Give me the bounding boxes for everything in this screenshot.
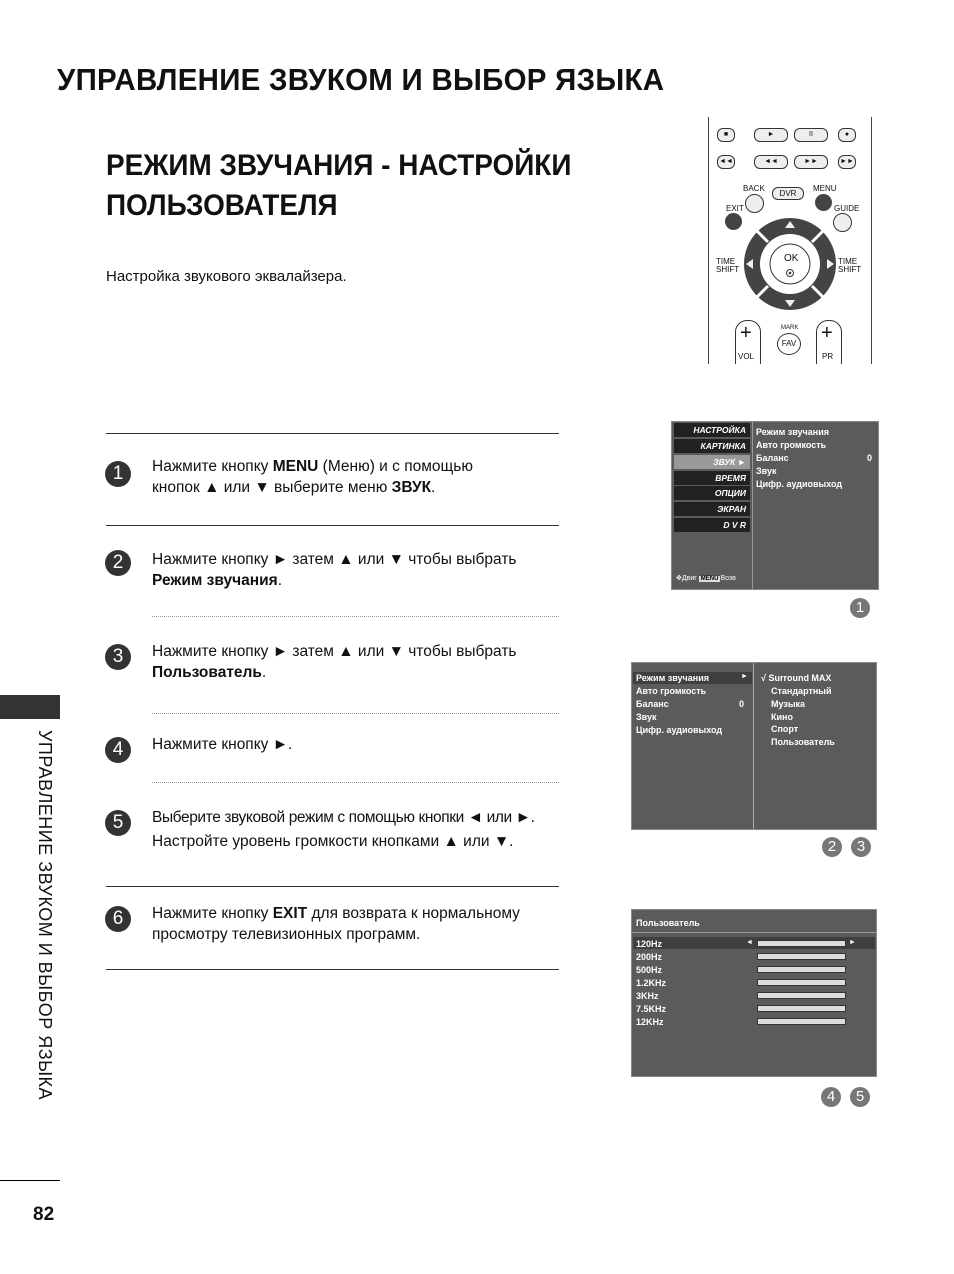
time-label-right: TIME: [838, 257, 858, 266]
osd-footer-back: Возв: [720, 575, 736, 582]
osd-item: Баланс: [756, 453, 789, 463]
side-chapter-label: УПРАВЛЕНИЕ ЗВУКОМ И ВЫБОР ЯЗЫКА: [35, 730, 55, 1101]
vol-plus-icon: +: [740, 322, 752, 344]
osd-menu-item: D V R: [674, 518, 750, 532]
osd-separator: [753, 663, 754, 829]
page-divider: [0, 1180, 60, 1181]
user-mode-name: Пользователь: [152, 664, 262, 681]
time-shift-right-label: [838, 258, 861, 274]
intro-text: Настройка звукового эквалайзера.: [106, 268, 347, 285]
guide-label: GUIDE: [834, 204, 860, 213]
osd-menu-column: [672, 422, 753, 589]
step-1-part: .: [431, 479, 436, 496]
step-6-part: для возврата к нормальному: [307, 905, 520, 922]
dotted-divider: [152, 713, 559, 714]
osd-menu-item: ВРЕМЯ: [674, 471, 750, 485]
osd-arrow-left-icon: ◄: [746, 939, 753, 946]
osd-item: Авто громкость: [636, 686, 707, 696]
page-number: 82: [33, 1204, 55, 1225]
osd-item: Баланс: [636, 699, 669, 709]
osd-eq-title: Пользователь: [636, 918, 700, 928]
step-4-text: Нажмите кнопку ►.: [152, 736, 293, 753]
shift-label-right: SHIFT: [838, 265, 862, 274]
step-number-2: 2: [105, 550, 131, 576]
osd-eq-slider: [757, 992, 846, 999]
dotted-divider: [152, 782, 559, 783]
back-label: BACK: [743, 184, 765, 193]
menu-key: MENU: [272, 458, 319, 475]
step-6-part: просмотру телевизионных программ.: [152, 926, 421, 943]
osd-sound-mode: [631, 662, 877, 830]
section-title-line1: РЕЖИМ ЗВУЧАНИЯ - НАСТРОЙКИ: [106, 149, 572, 182]
fav-button: FAV: [777, 333, 801, 355]
pause-button: II: [794, 128, 828, 142]
osd-menu-item: НАСТРОЙКА: [674, 423, 750, 437]
osd-option: Кино: [771, 712, 793, 722]
play-button: ►: [754, 128, 788, 142]
move-icon: ✥: [676, 575, 682, 582]
osd-eq-slider: [757, 966, 846, 973]
osd-arrow-right-icon: ►: [741, 673, 748, 680]
section-title: [106, 146, 571, 226]
screen-badge-5: 5: [850, 1087, 870, 1107]
skip-forward-button: ►►: [838, 155, 856, 169]
osd-item-selected: Режим звучания: [636, 673, 709, 683]
sound-mode-name: Режим звучания: [152, 572, 278, 589]
osd-option: Пользователь: [771, 737, 835, 747]
osd-menu-item: ЭКРАН: [674, 502, 750, 516]
osd-separator: [632, 932, 876, 933]
ok-label: OK: [784, 253, 799, 264]
record-button: ●: [838, 128, 856, 142]
step-number-6: 6: [105, 906, 131, 932]
screen-badge-2: 2: [822, 837, 842, 857]
osd-eq-band: 120Hz: [636, 939, 663, 949]
osd-arrow-right-icon: ►: [849, 939, 856, 946]
osd-eq-slider: [757, 979, 846, 986]
osd-balance-value: 0: [867, 453, 873, 463]
step-number-1: 1: [105, 461, 131, 487]
osd-menu-item: ОПЦИИ: [674, 486, 750, 500]
osd-eq-band: 12KHz: [636, 1017, 664, 1027]
time-shift-left-label: [716, 258, 739, 274]
step-3-part: Нажмите кнопку ► затем ▲ или ▼ чтобы выбрать: [152, 643, 517, 660]
screen-badge-4: 4: [821, 1087, 841, 1107]
step-6-part: Нажмите кнопку: [152, 905, 273, 922]
step-1-text: [152, 456, 572, 498]
exit-label: EXIT: [726, 204, 744, 213]
step-1-part: кнопок ▲ или ▼ выберите меню: [152, 479, 392, 496]
osd-eq-slider: [757, 940, 846, 947]
side-tab-marker: [0, 695, 60, 719]
osd-item: Авто громкость: [756, 440, 827, 450]
screen-badge-1: 1: [850, 598, 870, 618]
step-1-part: Нажмите кнопку: [152, 458, 273, 475]
osd-eq-band: 3KHz: [636, 991, 659, 1001]
osd-menu-item-selected: ЗВУК ►: [674, 455, 750, 469]
exit-key: EXIT: [272, 905, 308, 922]
dvr-button: DVR: [772, 187, 804, 200]
osd-item: Звук: [636, 712, 657, 722]
osd-option: Спорт: [771, 724, 799, 734]
osd-footer: [676, 574, 736, 582]
rewind-button: ◄◄: [754, 155, 788, 169]
fast-forward-button: ►►: [794, 155, 828, 169]
step-divider: [106, 886, 559, 887]
osd-eq-slider: [757, 1005, 846, 1012]
page-title: УПРАВЛЕНИЕ ЗВУКОМ И ВЫБОР ЯЗЫКА: [57, 62, 665, 97]
osd-item: Цифр. аудиовыход: [756, 479, 843, 489]
navigation-ring-icon: [738, 215, 842, 313]
step-2-text: [152, 549, 572, 591]
step-number-4: 4: [105, 737, 131, 763]
step-2-part: Нажмите кнопку ► затем ▲ или ▼ чтобы выбрать: [152, 551, 517, 568]
sound-menu-name: ЗВУК: [391, 479, 432, 496]
mark-label: MARK: [781, 325, 799, 331]
osd-eq-slider: [757, 953, 846, 960]
step-divider: [106, 433, 559, 434]
step-3-text: [152, 641, 572, 683]
pr-label: PR: [822, 352, 834, 361]
osd-footer-menu-key: MENU: [700, 576, 719, 582]
step-5-line2: Настройте уровень громкости кнопками ▲ или ▼.: [152, 833, 514, 850]
step-number-3: 3: [105, 644, 131, 670]
osd-item: Цифр. аудиовыход: [636, 725, 723, 735]
shift-label-left: SHIFT: [716, 265, 740, 274]
osd-equalizer: [631, 909, 877, 1077]
osd-option-selected: √ Surround MAX: [761, 673, 832, 683]
osd-item: Звук: [756, 466, 777, 476]
osd-eq-band: 1.2KHz: [636, 978, 667, 988]
skip-back-button: ◄◄: [717, 155, 735, 169]
back-button: [745, 194, 764, 213]
step-6-text: [152, 903, 572, 945]
step-5-text: [152, 806, 572, 854]
step-2-part: .: [277, 572, 282, 589]
step-3-part: .: [261, 664, 267, 681]
step-1-part: (Меню) и с помощью: [318, 458, 473, 475]
screen-badge-3: 3: [851, 837, 871, 857]
step-number-5: 5: [105, 810, 131, 836]
osd-footer-move: Двиг: [681, 575, 697, 582]
osd-menu-item: КАРТИНКА: [674, 439, 750, 453]
osd-item: Режим звучания: [756, 427, 829, 437]
osd-eq-slider: [757, 1018, 846, 1025]
osd-main-menu: [671, 421, 879, 590]
vol-label: VOL: [738, 352, 755, 361]
section-title-line2: ПОЛЬЗОВАТЕЛЯ: [106, 189, 338, 222]
osd-option: Стандартный: [771, 686, 832, 696]
dotted-divider: [152, 616, 559, 617]
menu-button: [815, 194, 832, 211]
menu-label: MENU: [813, 184, 837, 193]
osd-eq-band: 7.5KHz: [636, 1004, 667, 1014]
osd-eq-band: 500Hz: [636, 965, 663, 975]
step-divider: [106, 969, 559, 970]
step-divider: [106, 525, 559, 526]
osd-option: Музыка: [771, 699, 806, 709]
pr-plus-icon: +: [821, 322, 833, 344]
time-label-left: TIME: [716, 257, 736, 266]
remote-control-illustration: [704, 117, 874, 364]
osd-eq-band: 200Hz: [636, 952, 663, 962]
stop-button: ■: [717, 128, 735, 142]
step-5-line1: Выберите звуковой режим с помощью кнопки ◄ или ►.: [152, 809, 535, 826]
osd-balance-value: 0: [739, 699, 745, 709]
